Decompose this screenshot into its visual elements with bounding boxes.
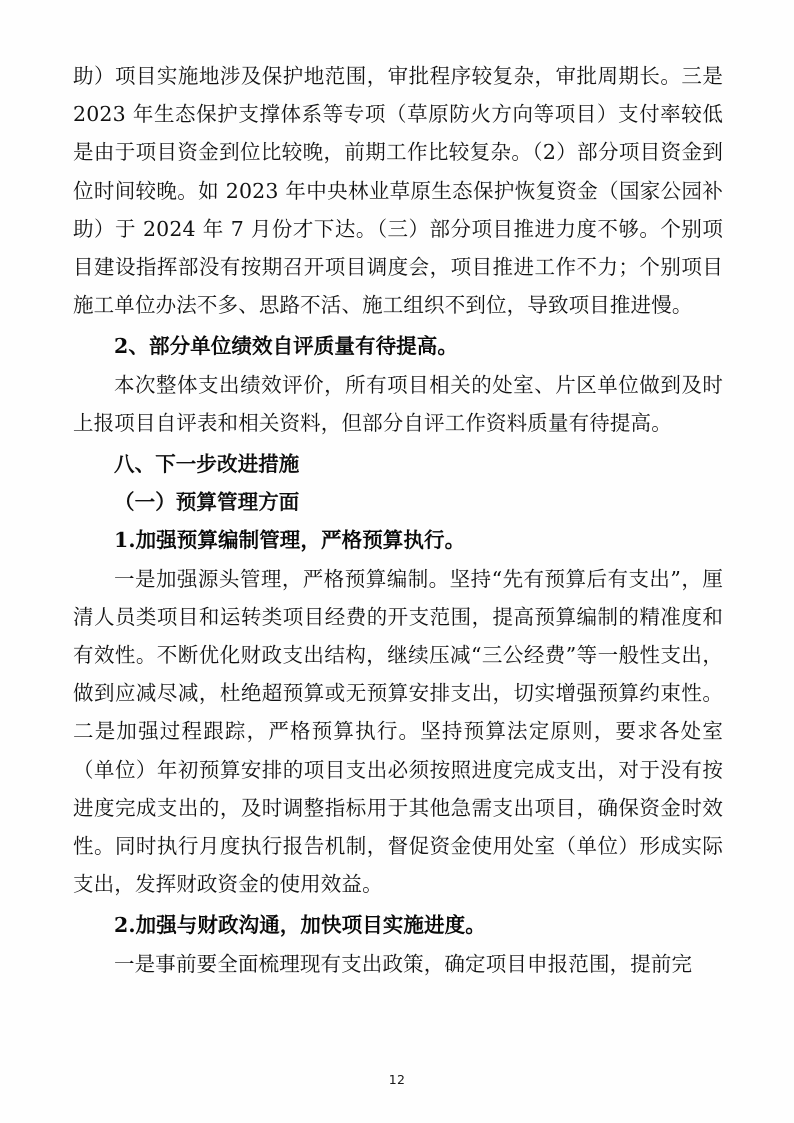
heading-section-eight-improvement-measures: 八、下一步改进措施 (114, 452, 300, 477)
heading-subsection-budget-management: （一）预算管理方面 (114, 490, 300, 515)
page-content-column (73, 57, 723, 983)
heading-strengthen-finance-communication: 2.加强与财政沟通，加快项目实施进度。 (114, 913, 486, 938)
page-number: 12 (388, 1072, 406, 1087)
heading-strengthen-budget-preparation: 1.加强预算编制管理，严格预算执行。 (114, 528, 466, 553)
paragraph-self-evaluation-body: 本次整体支出绩效评价，所有项目相关的处室、片区单位做到及时上报项目自评表和相关资料，但部分自评工作资料质量有待提高。 (73, 372, 723, 435)
paragraph-continued-causes: 助）项目实施地涉及保护地范围，审批程序较复杂，审批周期长。三是 2023 年生态保护支撑体系等专项（草原防火方向等项目）支付率较低是由于项目资金到位比较晚，前期工作比较复杂。（2）部分项目资金到位时间较晚。如 2023 年中央林业草原生态保护恢复资金（国家公园补助）于 2024 年 7 月份才下达。（三）部分项目推进力度不够。个别项目建设指挥部没有按期召开项目调度会，项目推进工作不力；个别项目施工单位办法不多、思路不活、施工组织不到位，导致项目推进慢。 (73, 64, 723, 318)
paragraph-budget-management-body: 一是加强源头管理，严格预算编制。坚持“先有预算后有支出”，厘清人员类项目和运转类项目经费的开支范围，提高预算编制的精准度和有效性。不断优化财政支出结构，继续压减“三公经费”等一般性支出，做到应减尽减，杜绝超预算或无预算安排支出，切实增强预算约束性。二是加强过程跟踪，严格预算执行。坚持预算法定原则，要求各处室（单位）年初预算安排的项目支出必须按照进度完成支出，对于没有按进度完成支出的，及时调整指标用于其他急需支出项目，确保资金时效性。同时执行月度执行报告机制，督促资金使用处室（单位）形成实际支出，发挥财政资金的使用效益。 (73, 566, 723, 897)
paragraph-finance-communication-body: 一是事前要全面梳理现有支出政策，确定项目申报范围，提前完 (114, 951, 693, 976)
heading-self-evaluation-quality: 2、部分单位绩效自评质量有待提高。 (114, 334, 458, 359)
